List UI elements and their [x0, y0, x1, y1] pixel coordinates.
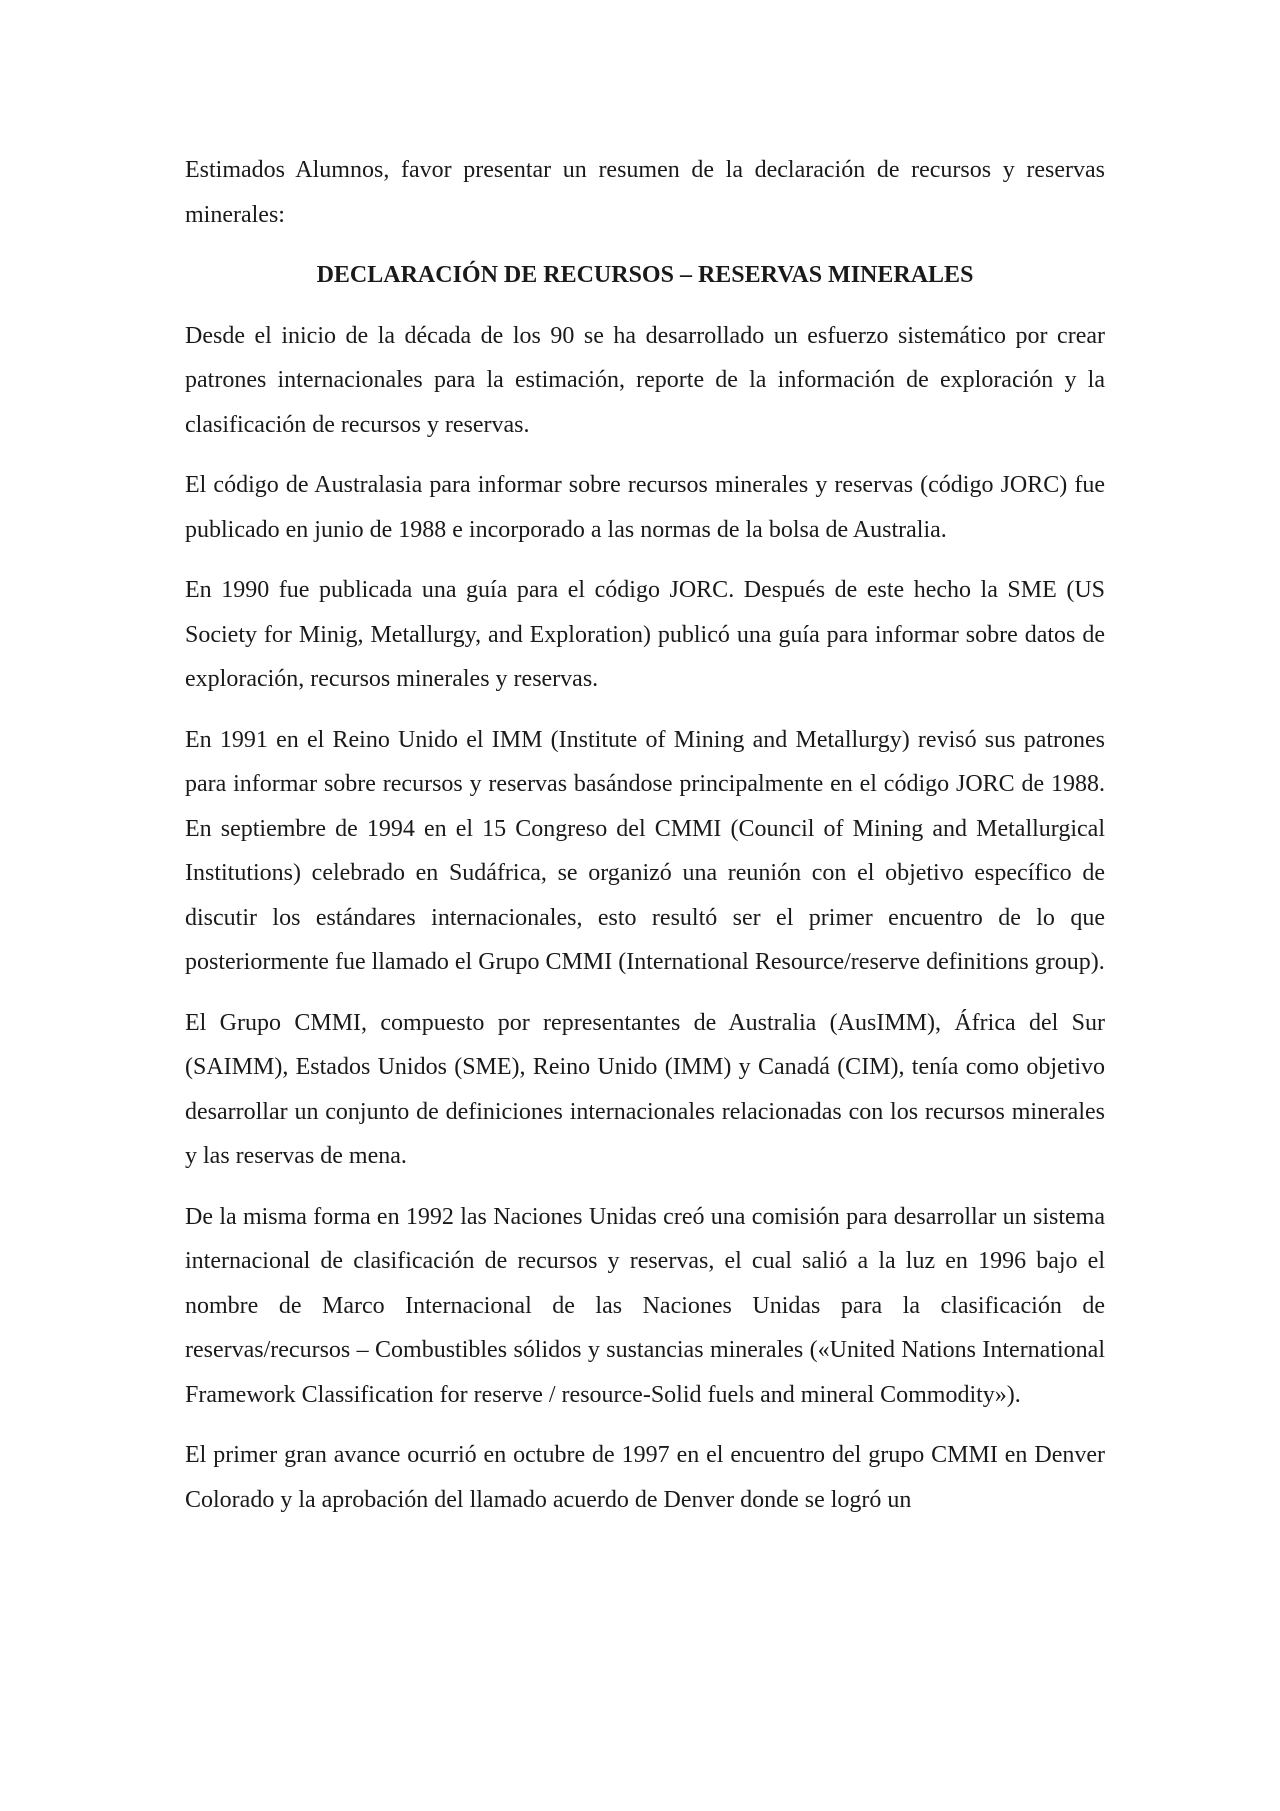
paragraph-6: De la misma forma en 1992 las Naciones Unidas creó una comisión para desarrollar un sistema internacional de clasificación de recursos y reservas, el cual salió a la luz en 1996 bajo el nombre de Marco Internacional de las Naciones Unidas para la clasificación de reservas/recursos – Combustibles sólidos y sustancias minerales («United Nations International Framework Classification for reserve / resource-Solid fuels and mineral Commodity»). [185, 1203, 1105, 1408]
document-body [185, 148, 1105, 1538]
paragraph-5: El Grupo CMMI, compuesto por representantes de Australia (AusIMM), África del Sur (SAIMM), Estados Unidos (SME), Reino Unido (IMM) y Canadá (CIM), tenía como objetivo desarrollar un conjunto de definiciones internacionales relacionadas con los recursos minerales y las reservas de mena. [185, 1009, 1105, 1169]
document-title: DECLARACIÓN DE RECURSOS – RESERVAS MINERALES [316, 262, 974, 288]
intro-paragraph: Estimados Alumnos, favor presentar un resumen de la declaración de recursos y reservas minerales: [185, 157, 1105, 228]
paragraph-1: Desde el inicio de la década de los 90 se ha desarrollado un esfuerzo sistemático por crear patrones internacionales para la estimación, reporte de la información de exploración y la clasificación de recursos y reservas. [185, 322, 1105, 438]
paragraph-2: El código de Australasia para informar sobre recursos minerales y reservas (código JORC) fue publicado en junio de 1988 e incorporado a las normas de la bolsa de Australia. [185, 472, 1105, 543]
paragraph-3: En 1990 fue publicada una guía para el código JORC. Después de este hecho la SME (US Society for Minig, Metallurgy, and Exploration) publicó una guía para informar sobre datos de exploración, recursos minerales y reservas. [185, 577, 1105, 692]
paragraph-4: En 1991 en el Reino Unido el IMM (Institute of Mining and Metallurgy) revisó sus patrones para informar sobre recursos y reservas basándose principalmente en el código JORC de 1988. En septiembre de 1994 en el 15 Congreso del CMMI (Council of Mining and Metallurgical Institutions) celebrado en Sudáfrica, se organizó una reunión con el objetivo específico de discutir los estándares internacionales, esto resultó ser el primer encuentro de lo que posteriormente fue llamado el Grupo CMMI (International Resource/reserve definitions group). [185, 726, 1105, 975]
paragraph-7: El primer gran avance ocurrió en octubre de 1997 en el encuentro del grupo CMMI en Denver Colorado y la aprobación del llamado acuerdo de Denver donde se logró un [185, 1442, 1105, 1513]
